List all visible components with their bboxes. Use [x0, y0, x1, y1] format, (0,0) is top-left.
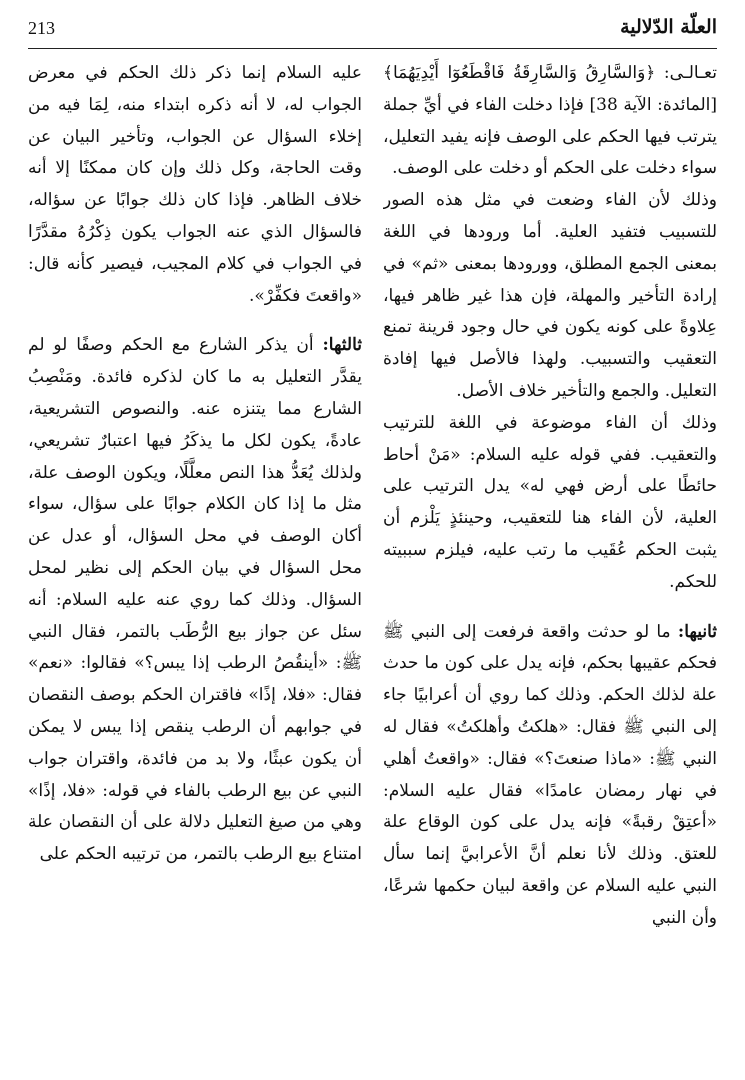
paragraph: تعـالـى: ﴿وَالسَّارِقُ وَالسَّارِقَةُ فَاقْطَعُوٓا أَيْدِيَهُمَا﴾ [المائدة: الآية 38] فإذا دخلت الفاء في أيِّ جملة يترتب فيها الحكم على الوصف فإنه يفيد التعليل، سواء دخلت على الحكم أو دخلت على الوصف.: [383, 63, 717, 179]
running-title: العلّة الدّلالية: [620, 16, 717, 38]
paragraph: عليه السلام إنما ذكر ذلك الحكم في معرض الجواب له، لا أنه ذكره ابتداء منه، لِمَا فيه من إخلاء السؤال عن الجواب، وتأخير البيان عن وقت الحاجة، وكل ذلك وإن كان ممكنًا إلا أنه خلاف الظاهر. فإذا كان ذلك جوابًا عن سؤاله، فالسؤال الذي عنه الجواب يكون ذِكْرُهُ مقدَّرًا في الجواب في كلام المجيب، فيصير كأنه قال: «واقعتَ فكفِّرْ».: [28, 63, 362, 306]
paragraph: [383, 617, 717, 935]
paragraph-text: ما لو حدثت واقعة فرفعت إلى النبي ﷺ فحكم عقيبها بحكم، فإنه يدل على كون ما حدث علة لذلك الحكم. وذلك كما روي أن أعرابيًا جاء إلى النبي ﷺ فقال: «هلكتُ وأهلكتُ» فقال له النبي ﷺ: «ماذا صنعتَ؟» فقال: «واقعتُ أهلي في نهار رمضان عامدًا» فقال عليه السلام: «أعتِقْ رقبةً» فإنه يدل على كون الوقاع علة للعتق. وذلك لأنا نعلم أنَّ الأعرابيَّ إنما سأل النبي عليه السلام عن واقعة لبيان حكمها شرعًا، وأن النبي: [383, 621, 717, 928]
left-column: [28, 58, 362, 1058]
paragraph-text: أن يذكر الشارع مع الحكم وصفًا لو لم يقدَّر التعليل به ما كان لذكره فائدة. ومَنْصِبُ الشارع مما يتنزه عنه. والنصوص التشريعية، عادةً، يكون لكل ما يذكَرُ فيها اعتبارٌ تشريعي، ولذلك يُعَدُّ هذا النص معلَّلًا، ويكون الوصف علة، مثل ما إذا كان الكلام جوابًا على سؤال، سواء أكان الوصف في محل السؤال، أو عدل عن محل السؤال في بيان الحكم إلى نظير لمحل السؤال. وذلك كما روي عنه عليه السلام: أنه سئل عن جواز بيع الرُّطَب بالتمر، فقال النبي ﷺ: «أينقُصُ الرطب إذا يبس؟» فقالوا: «نعم» فقال: «فلا، إذًا» فاقتران الحكم بوصف النقصان في جوابهم أن الرطب ينقص إذا يبس لا يمكن أن يكون عبثًا، ولا بد من فائدة، واقتران جواب النبي عن بيع الرطب بالفاء في قوله: «فلا، إذًا» وهي من صيغ التعليل دلالة على أن النقصان علة امتناع بيع الرطب بالتمر، من ترتيبه الحكم على: [28, 335, 362, 865]
paragraph: وذلك أن الفاء موضوعة في اللغة للترتيب والتعقيب. ففي قوله عليه السلام: «مَنْ أحاط حائطًا على أرض فهي له» يدل الترتيب على العلية، لأن الفاء هنا للتعقيب، وحينئذٍ يَلْزم أن يثبت الحكم عُقَيب ما رتب عليه، فيلزم سببيته للحكم.: [383, 412, 717, 592]
page-number: 213: [28, 18, 55, 38]
paragraph: وذلك لأن الفاء وضعت في مثل هذه الصور للتسبيب فتفيد العلية. أما ورودها في اللغة بمعنى الجمع المطلق، وورودها بمعنى «ثم» في إرادة التأخير والمهلة، فإن هذا غير ظاهر فيها، عِلاوةً على كونه يكون في حال وجود قرينة تمنع التعقيب والتسبيب. ولهذا فالأصل فيها إفادة التعليل. والجمع والتأخير خلاف الأصل.: [383, 190, 717, 401]
section-lead: ثالثها:: [322, 335, 362, 356]
page-header: [28, 14, 717, 49]
paragraph: [28, 330, 362, 871]
section-lead: ثانيها:: [677, 621, 717, 642]
right-column: [383, 58, 717, 1058]
